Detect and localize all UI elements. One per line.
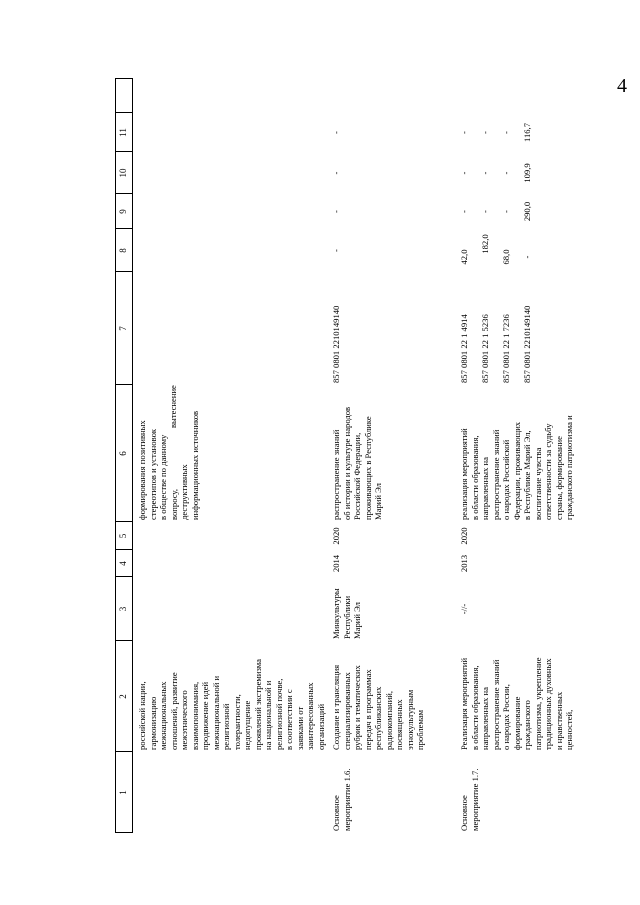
col-header-10: 10 (118, 168, 128, 178)
row-1-6-end: 2020 (331, 527, 341, 545)
col-header-1: 1 (118, 790, 128, 795)
row-1-6-col9: - (331, 210, 341, 213)
row-1-6-start: 2014 (331, 554, 341, 573)
col-header-7: 7 (118, 326, 128, 331)
row-1-7-col8-2: 182,0 (480, 234, 490, 254)
page-number: 4 (617, 75, 627, 97)
header-top-border (115, 78, 116, 833)
row-1-6-id: Основное мероприятие 1.6. (331, 768, 352, 831)
col-header-4: 4 (118, 561, 128, 566)
row-1-7-code-3: 857 0801 22 1 7236 (501, 314, 511, 383)
col-header-5: 5 (118, 533, 128, 539)
row-1-7-col8-3: 68,0 (501, 249, 511, 265)
row-1-6-name: Создание и трансляция специализированных рубрик и тематических передач в программах республиканских радиокомпаний, посвященных этнокультурным проблемам (331, 664, 425, 750)
row-1-7-code-4: 857 0801 2210149140 (522, 305, 532, 383)
row-1-6-col8: - (331, 249, 341, 252)
row-1-6-result: распространение знаний об истории и культуре народов Российской Федерации, проживающих в Республике Марий Эл (331, 406, 383, 520)
col-header-9: 9 (118, 209, 128, 214)
row-1-7-col9-3: - (501, 210, 511, 213)
row-1-7-start: 2013 (459, 554, 469, 573)
row-1-6-col10: - (331, 171, 341, 175)
row-1-7-code-2: 857 0801 22 1 5236 (480, 314, 490, 383)
row-1-7-col10-2: - (480, 171, 490, 175)
header-bottom-border (132, 78, 133, 833)
col-header-6: 6 (118, 451, 128, 456)
row-1-7-end: 2020 (459, 527, 469, 545)
row-1-7-col11-1: - (459, 131, 469, 134)
rotated-table (115, 78, 608, 833)
col-header-8: 8 (118, 248, 128, 253)
row-1-7-col10-4: 109,9 (522, 163, 532, 183)
row-1-7-col11-2: - (480, 131, 490, 134)
col-header-2: 2 (118, 694, 128, 699)
row-1-7-id: Основное мероприятие 1.7. (459, 768, 480, 831)
row-1-7-executor: -//- (459, 603, 469, 615)
row-1-7-col8-1: 42,0 (459, 249, 469, 265)
continuation-result-cell: формирования позитивных стереотипов и установок в обществе по данному вопросу, деструктивных информационных источников (137, 410, 200, 520)
col-header-11: 11 (118, 128, 128, 137)
row-1-7-result: реализация мероприятий в области образования, направленных на распространение знаний о народах Российской Федерации, проживающих в Республике Марий Эл, воспитание чувства ответственности за судьбу страны, формирование гражданского патриотизма и (459, 415, 574, 520)
col-header-3: 3 (118, 606, 128, 612)
row-1-7-col9-2: - (480, 210, 490, 213)
continuation-result-tail: вытеснение (168, 385, 178, 428)
col-header-12 (117, 79, 130, 113)
row-1-7-name: Реализация мероприятий в области образования, направленных на распространение знаний о народах России, формирование гражданского патриотизма, укрепление традиционных духовных и нравственных ценностей, (459, 657, 574, 750)
row-1-7-col8-4: - (522, 255, 532, 259)
row-1-7-col10-1: - (459, 171, 469, 175)
row-1-7-col11-3: - (501, 131, 511, 134)
row-1-7-col10-3: - (501, 171, 511, 175)
row-1-7-col9-4: 290,0 (522, 201, 532, 222)
row-1-7-col11-4: 116,7 (522, 122, 532, 143)
continuation-name-cell: российской нации, гармонизацию межнациональных отношений, развитие межэтнического взаимопонимания, продвижение идей межнациональной и религиозной толерантности, недопущение проявлений экстремизма на национальной и религиозной почве, в соответствии с заявками от заинтересованных организаций (137, 659, 326, 750)
row-1-6-code: 857 0801 2210149140 (331, 305, 341, 383)
row-1-6-col11: - (331, 131, 341, 134)
row-1-6-executor: Минкультуры Республики Марий Эл (331, 588, 362, 639)
row-1-7-col9-1: - (459, 210, 469, 213)
row-1-7-code-1: 857 0801 22 1 4914 (459, 314, 469, 383)
